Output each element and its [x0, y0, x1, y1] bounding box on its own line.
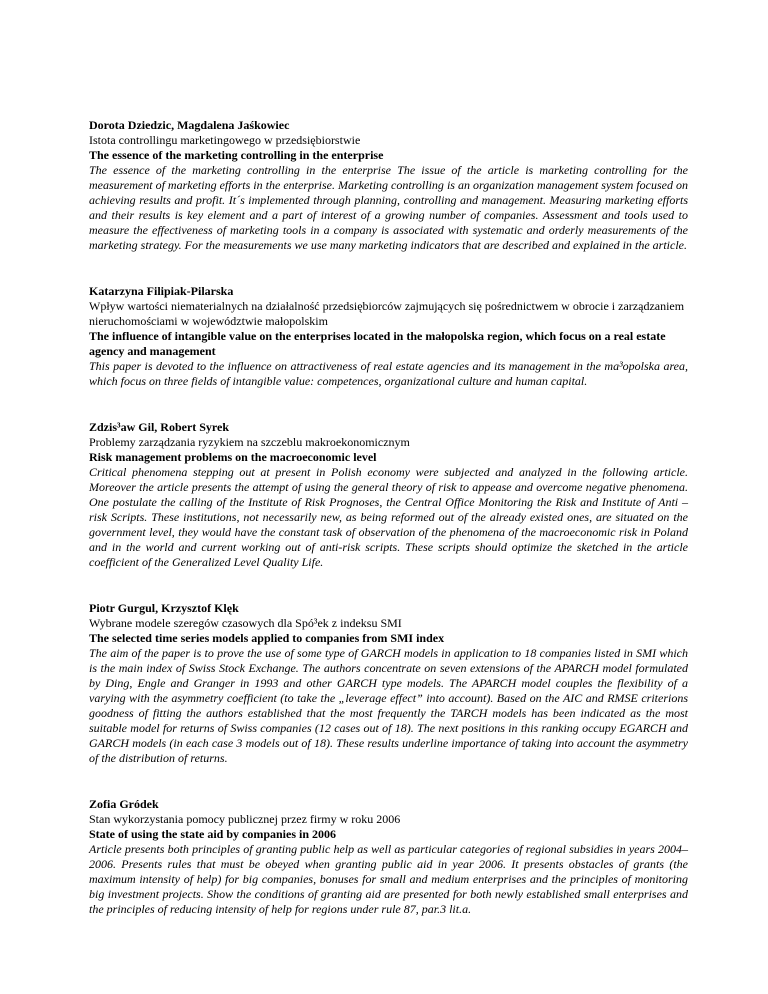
abstract-entry [89, 601, 688, 766]
entry-abstract: This paper is devoted to the influence on attractiveness of real estate agencies and its management in the ma³opolska area, which focus on three fields of intangible value: competences, organizational culture and human capital. [89, 359, 688, 388]
entry-title-english: Risk management problems on the macroeconomic level [89, 450, 377, 464]
entry-abstract: Article presents both principles of granting public help as well as particular categories of regional subsidies in years 2004–2006. Presents rules that must be obeyed when granting public aid in year 2006. It presents obstacles of grants (the maximum intensity of help) for big companies, bonuses for small and medium enterprises and the principles of monitoring big investment projects. Show the conditions of granting aid are presented for both newly established small enterprises and the principles of reducing intensity of help for regions under rule 87, par.3 lit.a. [89, 842, 688, 916]
entry-title-polish: Wpływ wartości niematerialnych na działalność przedsiębiorców zajmujących się pośrednictwem w obrocie i zarządzaniem nieruchomościami w województwie małopolskim [89, 299, 685, 328]
entry-title-polish: Stan wykorzystania pomocy publicznej przez firmy w roku 2006 [89, 812, 401, 826]
entry-authors: Dorota Dziedzic, Magdalena Jaśkowiec [89, 118, 290, 132]
entry-authors: Katarzyna Filipiak-Pilarska [89, 284, 234, 298]
entry-title-polish: Problemy zarządzania ryzykiem na szczeblu makroekonomicznym [89, 435, 410, 449]
abstract-entry [89, 420, 688, 570]
entry-title-english: The influence of intangible value on the enterprises located in the małopolska region, which focus on a real estate agency and management [89, 329, 666, 358]
entry-abstract: The essence of the marketing controlling in the enterprise The issue of the article is marketing controlling for the measurement of marketing efforts in the enterprise. Marketing controlling is an organization management system focused on achieving results and profit. It´s implemented through planning, controlling and management. Measuring marketing efforts and their results is key element and a part of interest of a growing number of companies. Assessment and tools used to measure the effectiveness of marketing tools in a company is associated with systematic and orderly measurements of the marketing strategy. For the measurements we use many marketing indicators that are described and explained in the article. [89, 163, 688, 252]
entry-title-english: The selected time series models applied to companies from SMI index [89, 631, 445, 645]
entry-authors: Zdzis³aw Gil, Robert Syrek [89, 420, 230, 434]
abstract-entry [89, 284, 688, 389]
entry-abstract: The aim of the paper is to prove the use of some type of GARCH models in application to 18 companies listed in SMI which is the main index of Swiss Stock Exchange. The authors concentrate on seven extensions of the APARCH model formulated by Ding, Engle and Granger in 1993 and other GARCH type models. The APARCH model couples the flexibility of a varying with the asymmetry coefficient (to take the „leverage effect” into account). Based on the AIC and RMSE criterions goodness of fitting the authors established that the most frequently the TARCH models has been indicated as the most suitable model for returns of Swiss companies (12 cases out of 18). The next positions in this ranking occupy EGARCH and GARCH models (in each case 3 models out of 18). These results underline importance of taking into account the asymmetry of the distribution of returns. [89, 646, 688, 765]
entry-title-polish: Wybrane modele szeregów czasowych dla Spó³ek z indeksu SMI [89, 616, 402, 630]
entry-title-english: State of using the state aid by companies in 2006 [89, 827, 337, 841]
entry-title-english: The essence of the marketing controlling in the enterprise [89, 148, 384, 162]
entry-authors: Zofia Gródek [89, 797, 159, 811]
abstract-entry [89, 118, 688, 253]
entry-authors: Piotr Gurgul, Krzysztof Klęk [89, 601, 239, 615]
entry-title-polish: Istota controllingu marketingowego w przedsiębiorstwie [89, 133, 361, 147]
entry-abstract: Critical phenomena stepping out at present in Polish economy were subjected and analyzed in the following article. Moreover the article presents the attempt of using the general theory of risk to appease and overcome negative phenomena. One postulate the calling of the Institute of Risk Prognoses, the Central Office Monitoring the Risk and Institute of Anti – risk Scripts. These institutions, not necessarily new, as being reformed out of the already existed ones, are situated on the government level, they would have the constant task of observation of the phenomena of the macroeconomic risk in Poland and in the world and current working out of anti-risk scripts. These scripts should optimize the sketched in the article coefficient of the Generalized Level Quality Life. [89, 465, 688, 569]
abstract-entry [89, 797, 688, 917]
